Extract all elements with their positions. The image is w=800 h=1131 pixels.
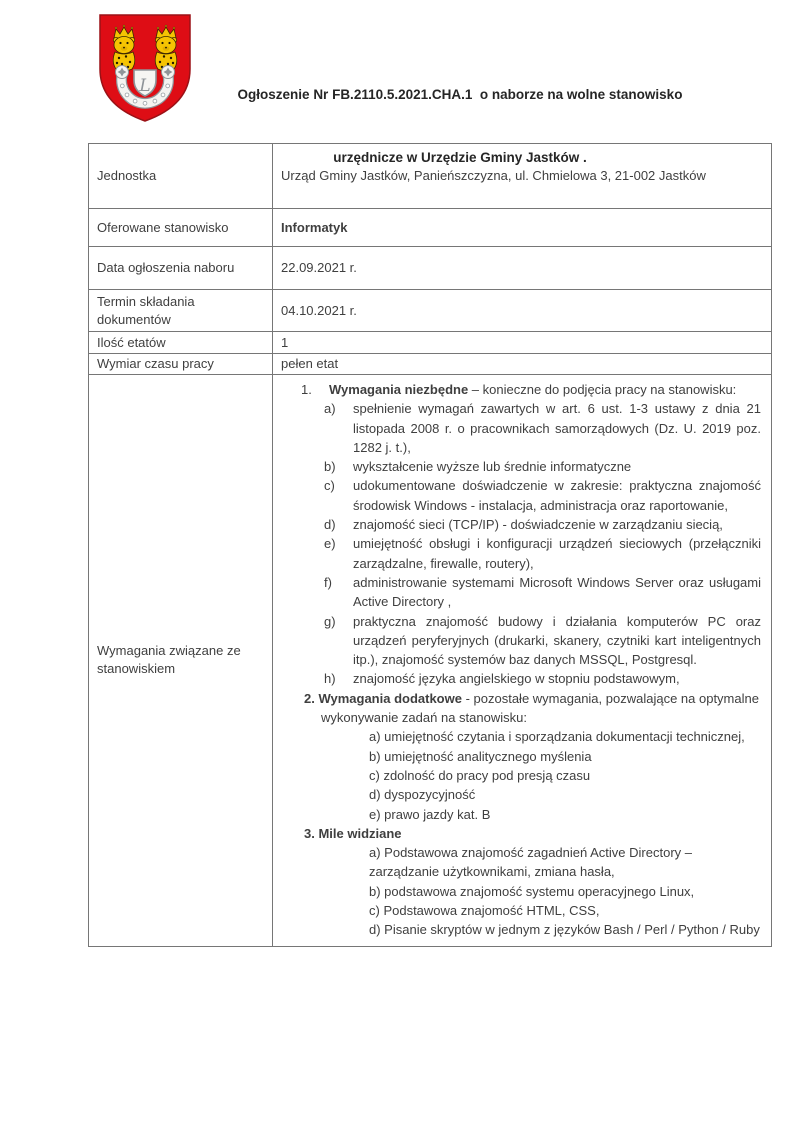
row-label: Wymagania związane ze stanowiskiem [97, 643, 241, 677]
table-row-data-ogloszenia [89, 246, 771, 289]
requirement-item [324, 534, 761, 573]
row-label: Wymiar czasu pracy [97, 356, 214, 371]
section-title-text: Wymagania niezbędne – konieczne do podjęcia pracy na stanowisku: [329, 382, 737, 397]
requirement-item [324, 476, 761, 515]
requirement-item: a) umiejętność czytania i sporządzania dokumentacji technicznej, [369, 729, 745, 745]
row-value: 1 [272, 332, 771, 353]
item-text: znajomość sieci (TCP/IP) - doświadczenie w zarządzaniu siecią, [353, 517, 723, 533]
item-text: spełnienie wymagań zawartych w art. 6 ust. 1-3 ustawy z dnia 21 listopada 2008 r. o pracownikach samorządowych (Dz. U. 2019 poz. 1282 j. t.), [353, 401, 761, 455]
announcement-table [88, 143, 772, 947]
section-number: 1. [301, 382, 312, 397]
table-row-termin [89, 289, 771, 331]
item-text: administrowanie systemami Microsoft Windows Server oraz usługami Active Directory , [353, 574, 761, 610]
row-label: Termin składania dokumentów [97, 293, 195, 327]
item-marker: c) [324, 478, 335, 494]
item-marker: e) [324, 536, 336, 552]
item-marker: a) [324, 401, 336, 417]
requirement-item [324, 515, 761, 534]
announcement-title-line2: urzędnicze w Urzędzie Gminy Jastków . [333, 150, 587, 165]
requirement-item [324, 399, 761, 457]
item-text: praktyczna znajomość budowy i działania komputerów PC oraz urządzeń peryferyjnych (drukarki, skanery, czytniki kart inteligentnych itp.), znajomość systemów baz danych MSSQL, Postgresql. [353, 613, 761, 668]
requirement-item [324, 573, 761, 612]
requirements-section-heading [301, 380, 761, 399]
requirements-section-heading: 2. Wymagania dodatkowe - pozostałe wymagania, pozwalające na optymalne wykonywanie zadań na stanowisku: [304, 690, 759, 726]
requirement-item [324, 457, 761, 476]
row-value: 22.09.2021 r. [272, 247, 771, 289]
item-marker: b) [324, 459, 336, 475]
row-value: Informatyk [272, 209, 771, 246]
row-label: Oferowane stanowisko [97, 219, 229, 235]
requirement-item: d) dyspozycyjność [369, 787, 476, 803]
row-value: 04.10.2021 r. [272, 290, 771, 331]
requirement-item [324, 669, 761, 688]
table-row-jednostka [89, 144, 771, 208]
table-row-wymagania [89, 374, 771, 946]
requirements-content [272, 375, 771, 946]
item-marker: d) [324, 517, 336, 533]
announcement-title-line1: Ogłoszenie Nr FB.2110.5.2021.CHA.1 o naborze na wolne stanowisko [237, 87, 683, 102]
requirements-section-heading: 3. Mile widziane [304, 825, 402, 841]
requirement-item: c) zdolność do pracy pod presją czasu [369, 767, 591, 783]
item-marker: h) [324, 671, 336, 687]
item-text: umiejętność obsługi i konfiguracji urządzeń sieciowych (przełączniki zarządzalne, firewalle, routery), [353, 536, 761, 571]
item-marker: g) [324, 613, 336, 629]
item-marker: f) [324, 574, 332, 590]
crest-letter: L [139, 76, 151, 96]
row-value: Urząd Gminy Jastków, Panieńszczyzna, ul. Chmielowa 3, 21-002 Jastków [272, 144, 771, 208]
row-value: pełen etat [272, 354, 771, 374]
item-text: udokumentowane doświadczenie w zakresie: praktyczna znajomość środowisk Windows - instalacja, administracja oraz raportowanie, [353, 478, 761, 513]
requirement-item: b) podstawowa znajomość systemu operacyjnego Linux, [369, 883, 695, 899]
row-label: Jednostka [97, 168, 157, 183]
table-row-etaty [89, 331, 771, 353]
requirement-item: e) prawo jazdy kat. B [369, 806, 491, 822]
requirement-item: d) Pisanie skryptów w jednym z języków Bash / Perl / Python / Ruby [369, 922, 760, 938]
row-label: Ilość etatów [97, 334, 166, 350]
row-label: Data ogłoszenia naboru [97, 260, 235, 275]
table-row-stanowisko [89, 208, 771, 246]
lion-right [155, 25, 177, 71]
lion-left [113, 25, 135, 71]
requirement-item: a) Podstawowa znajomość zagadnień Active Directory – zarządzanie użytkownikami, zmiana hasła, [369, 845, 692, 880]
table-row-wymiar [89, 353, 771, 374]
requirement-item [324, 612, 761, 670]
item-text: wykształcenie wyższe lub średnie informatyczne [353, 459, 632, 475]
item-text: znajomość języka angielskiego w stopniu podstawowym, [353, 671, 680, 687]
requirement-item: b) umiejętność analitycznego myślenia [369, 748, 592, 764]
requirement-item: c) Podstawowa znajomość HTML, CSS, [369, 903, 600, 919]
